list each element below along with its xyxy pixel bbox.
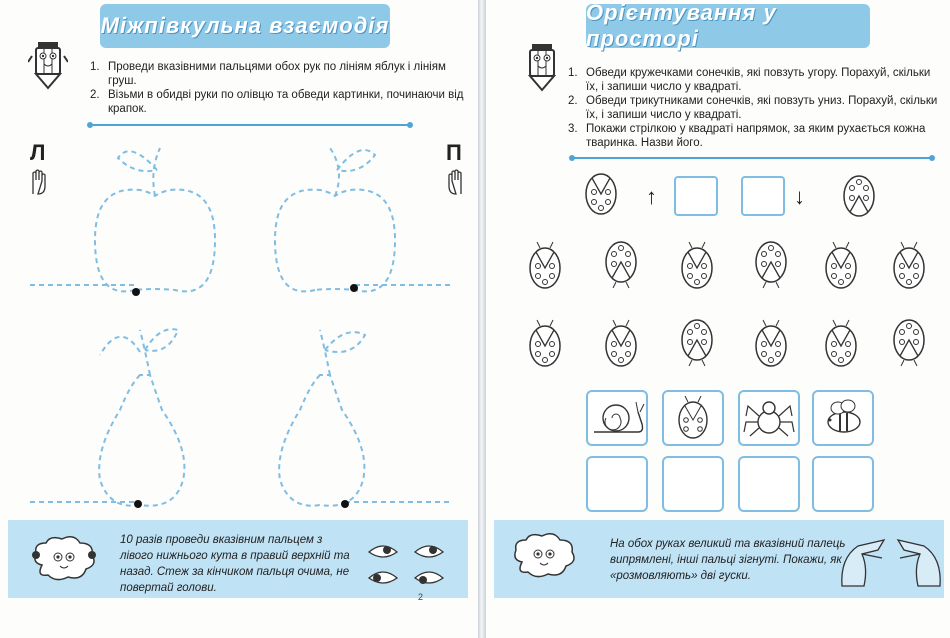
left-title-banner <box>100 4 390 48</box>
ladybug-icon <box>606 242 636 288</box>
tracing-area <box>0 130 478 520</box>
pear-outline-left <box>99 375 184 506</box>
right-page-title: Орієнтування у просторі <box>586 0 777 51</box>
left-divider <box>90 124 410 126</box>
ladybug-icon <box>826 320 856 366</box>
instruction-item <box>90 60 470 88</box>
ladybug-icon <box>530 320 560 366</box>
ladybug-icon <box>894 320 924 366</box>
ladybug-icon <box>582 168 620 218</box>
animal-card-spider <box>738 390 800 446</box>
bee-icon <box>814 392 872 444</box>
right-instructions <box>568 66 944 150</box>
answer-square-down[interactable] <box>741 176 785 216</box>
start-dot <box>132 288 140 296</box>
instruction-number: 1. <box>568 67 578 79</box>
book-spine <box>478 0 486 638</box>
ladybug-icon <box>756 242 786 288</box>
animal-card-ladybug <box>662 390 724 446</box>
pear-outline-right <box>279 375 364 506</box>
instruction-text: Обведи кружечками сонечків, які повзуть угору. Порахуй, скільки їх, і запиши число у квадраті. <box>586 67 931 93</box>
animal-card-bee <box>812 390 874 446</box>
start-dot <box>134 500 142 508</box>
spider-icon <box>740 392 798 444</box>
ladybug-icon <box>530 242 560 288</box>
right-hand-label: П <box>446 140 462 165</box>
right-bottom-text: На обох руках великий та вказівний палець випрямлені, інші пальці зігнуті. Покажи, як «розмовляють» дві гуски. <box>610 538 846 582</box>
apple-outline-right <box>275 190 395 292</box>
instruction-text: Візьми в обидві руки по олівцю та обведи картинки, починаючи від крапок. <box>108 89 464 115</box>
instruction-number: 2. <box>568 95 578 107</box>
goose-hands-icon <box>838 528 944 590</box>
pencil-mascot-icon <box>522 36 562 94</box>
right-page <box>486 0 950 638</box>
instruction-text: Покажи стрілкою у квадраті напрямок, за яким рухається кожна тваринка. Назви його. <box>586 123 926 149</box>
animal-card-snail <box>586 390 648 446</box>
ladybug-icon <box>894 242 924 288</box>
instruction-item <box>568 66 944 94</box>
right-title-banner <box>586 0 870 51</box>
left-hand-label: Л <box>30 140 46 165</box>
start-dot <box>341 500 349 508</box>
instruction-text: Обведи трикутниками сонечків, які повзуть униз. Порахуй, скільки їх, і запиши число у квадраті. <box>586 95 938 121</box>
ladybug-icon <box>606 320 636 366</box>
ladybug-icon <box>826 242 856 288</box>
left-bottom-text: 10 разів проведи вказівним пальцем з лівого нижнього кута в правий верхній та назад. Стеж за кінчиком пальця очима, не повертай голови. <box>120 534 350 594</box>
instruction-item <box>90 88 470 116</box>
right-divider <box>572 157 932 159</box>
page-number: 2 <box>418 592 424 602</box>
instruction-number: 3. <box>568 123 578 135</box>
snail-icon <box>588 392 646 444</box>
instruction-item <box>568 122 944 150</box>
start-dot <box>350 284 358 292</box>
left-page-title: Міжпівкульна взаємодія <box>100 13 390 38</box>
ladybug-grid <box>516 236 936 376</box>
ladybug-icon <box>664 392 722 444</box>
pencil-mascot-icon <box>28 34 68 92</box>
instruction-number: 2. <box>90 89 100 101</box>
ladybug-icon <box>682 242 712 288</box>
arrow-down-icon: ↓ <box>794 184 805 209</box>
answer-card[interactable] <box>812 456 874 512</box>
answer-square-up[interactable] <box>674 176 718 216</box>
ladybug-icon <box>840 172 878 222</box>
brain-mascot-icon <box>30 535 100 585</box>
instruction-text: Проведи вказівними пальцями обох рук по лініям яблук і лініям груш. <box>108 61 446 87</box>
eyes-icon <box>365 538 455 594</box>
instruction-item <box>568 94 944 122</box>
answer-card[interactable] <box>586 456 648 512</box>
answer-card[interactable] <box>738 456 800 512</box>
apple-outline-left <box>95 190 215 292</box>
ladybug-icon <box>756 320 786 366</box>
ladybug-icon <box>682 320 712 366</box>
instruction-number: 1. <box>90 61 100 73</box>
answer-card[interactable] <box>662 456 724 512</box>
brain-mascot-icon <box>510 532 580 582</box>
arrow-up-icon: ↑ <box>646 184 657 209</box>
left-instructions <box>90 60 470 116</box>
